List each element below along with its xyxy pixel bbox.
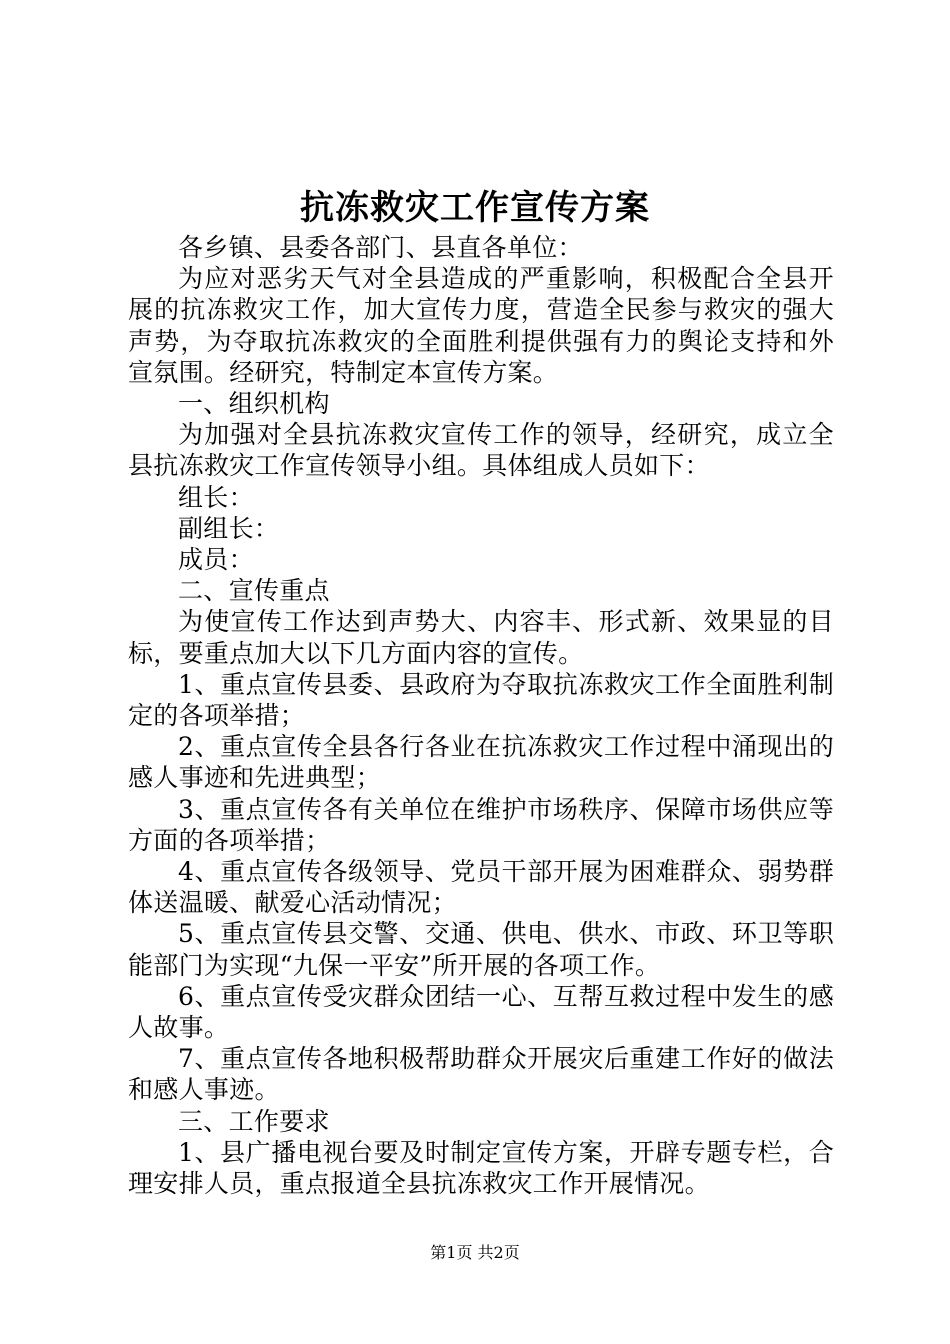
list-item-requirement-1: 1、县广播电视台要及时制定宣传方案，开辟专题专栏，合理安排人员，重点报道全县抗冻救灾工作开展情况。 <box>128 1137 834 1199</box>
section-heading-requirements: 三、工作要求 <box>178 1106 330 1136</box>
list-item-focus-3: 3、重点宣传各有关单位在维护市场秩序、保障市场供应等方面的各项举措； <box>128 794 834 855</box>
section-heading-organization: 一、组织机构 <box>178 389 330 419</box>
list-item-focus-6: 6、重点宣传受灾群众团结一心、互帮互救过程中发生的感人故事。 <box>128 981 834 1043</box>
paragraph-intro: 为应对恶劣天气对全县造成的严重影响，积极配合全县开展的抗冻救灾工作，加大宣传力度，营造全民参与救灾的强大声势，为夺取抗冻救灾的全面胜利提供强有力的舆论支持和外宣氛围。经研究，特制定本宣传方案。 <box>128 264 834 387</box>
list-item-focus-4: 4、重点宣传各级领导、党员干部开展为困难群众、弱势群体送温暖、献爱心活动情况； <box>128 857 834 918</box>
paragraph-leader: 组长： <box>178 482 254 512</box>
paragraph-members: 成员： <box>178 545 254 575</box>
list-item-focus-1: 1、重点宣传县委、县政府为夺取抗冻救灾工作全面胜利制定的各项举措； <box>128 669 834 731</box>
paragraph-focus-intro: 为使宣传工作达到声势大、内容丰、形式新、效果显的目标，要重点加大以下几方面内容的宣传。 <box>128 607 834 668</box>
document-title: 抗冻救灾工作宣传方案 <box>300 188 650 228</box>
list-item-focus-7: 7、重点宣传各地积极帮助群众开展灾后重建工作好的做法和感人事迹。 <box>128 1044 834 1105</box>
document-body <box>128 232 834 1199</box>
paragraph-salutation: 各乡镇、县委各部门、县直各单位： <box>178 233 583 262</box>
paragraph-deputy-leader: 副组长： <box>178 513 280 543</box>
section-heading-focus: 二、宣传重点 <box>178 576 330 606</box>
list-item-focus-2: 2、重点宣传全县各行各业在抗冻救灾工作过程中涌现出的感人事迹和先进典型； <box>128 732 834 793</box>
paragraph-organization: 为加强对全县抗冻救灾宣传工作的领导，经研究，成立全县抗冻救灾工作宣传领导小组。具体组成人员如下： <box>128 420 834 481</box>
list-item-focus-5: 5、重点宣传县交警、交通、供电、供水、市政、环卫等职能部门为实现“九保一平安”所开展的各项工作。 <box>128 919 834 980</box>
page-footer: 第1页 共2页 <box>430 1243 520 1262</box>
